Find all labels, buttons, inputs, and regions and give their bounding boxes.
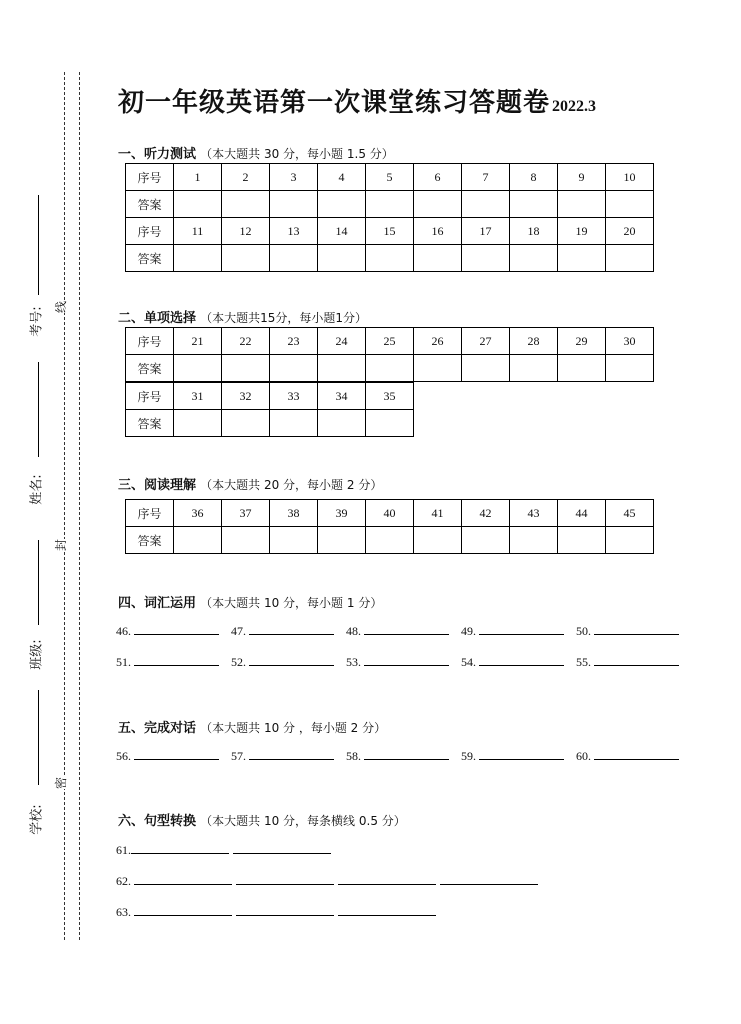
answer-line[interactable] xyxy=(236,905,334,916)
item-number: 52. xyxy=(231,655,246,669)
question-number: 12 xyxy=(222,218,270,245)
answer-line[interactable] xyxy=(233,843,331,854)
answer-cell[interactable] xyxy=(174,355,222,382)
answer-cell[interactable] xyxy=(174,245,222,272)
answer-cell[interactable] xyxy=(414,527,462,554)
item-number: 56. xyxy=(116,749,131,763)
answer-line[interactable] xyxy=(338,905,436,916)
question-number: 18 xyxy=(510,218,558,245)
table-row xyxy=(126,191,654,218)
question-number: 28 xyxy=(510,328,558,355)
title-year: 2022.3 xyxy=(552,98,597,115)
answer-cell[interactable] xyxy=(606,191,654,218)
question-number: 16 xyxy=(414,218,462,245)
exam-number-line xyxy=(38,195,39,295)
question-number: 2 xyxy=(222,164,270,191)
transform-row-61 xyxy=(116,843,335,858)
question-number: 21 xyxy=(174,328,222,355)
vocab-row-1 xyxy=(116,624,691,639)
class-line xyxy=(38,540,39,625)
school-line xyxy=(38,690,39,785)
answer-label: 答案 xyxy=(126,245,174,272)
answer-cell[interactable] xyxy=(318,527,366,554)
question-number: 24 xyxy=(318,328,366,355)
question-number: 17 xyxy=(462,218,510,245)
number-label: 序号 xyxy=(126,328,174,355)
answer-line[interactable] xyxy=(236,874,334,885)
answer-line[interactable] xyxy=(131,843,229,854)
section-choice-heading xyxy=(118,307,367,326)
fill-blank[interactable] xyxy=(461,655,576,670)
table-row xyxy=(126,245,654,272)
fill-blank[interactable] xyxy=(116,655,231,670)
section-transform-heading xyxy=(118,810,406,829)
answer-cell[interactable] xyxy=(414,355,462,382)
answer-cell[interactable] xyxy=(318,191,366,218)
fill-blank[interactable] xyxy=(231,655,346,670)
school-label: 学校: xyxy=(29,804,45,835)
answer-cell[interactable] xyxy=(222,245,270,272)
section-name: 一、听力测试 xyxy=(118,147,197,162)
answer-line[interactable] xyxy=(249,655,334,666)
answer-cell[interactable] xyxy=(510,355,558,382)
answer-line[interactable] xyxy=(364,655,449,666)
dialog-row xyxy=(116,749,691,764)
item-number: 57. xyxy=(231,749,246,763)
section-name: 三、阅读理解 xyxy=(118,478,197,493)
answer-cell[interactable] xyxy=(270,527,318,554)
question-number: 9 xyxy=(558,164,606,191)
item-number: 49. xyxy=(461,624,476,638)
question-number: 6 xyxy=(414,164,462,191)
section-note: （本大题共15分，每小题1分） xyxy=(200,311,368,325)
answer-line[interactable] xyxy=(134,874,232,885)
answer-line[interactable] xyxy=(440,874,538,885)
answer-cell[interactable] xyxy=(270,355,318,382)
table-row xyxy=(126,164,654,191)
section-dialog-heading xyxy=(118,717,386,736)
question-number: 34 xyxy=(318,383,366,410)
answer-label: 答案 xyxy=(126,355,174,382)
question-number: 23 xyxy=(270,328,318,355)
answer-cell[interactable] xyxy=(558,527,606,554)
section-note: （本大题共 10 分 ，每小题 2 分） xyxy=(200,721,387,735)
question-number: 45 xyxy=(606,500,654,527)
answer-cell[interactable] xyxy=(462,527,510,554)
question-number: 37 xyxy=(222,500,270,527)
fill-blank[interactable] xyxy=(231,749,346,764)
question-number: 4 xyxy=(318,164,366,191)
answer-cell[interactable] xyxy=(558,355,606,382)
answer-cell[interactable] xyxy=(462,191,510,218)
section-name: 六、句型转换 xyxy=(118,814,197,829)
class-label: 班级: xyxy=(29,639,45,670)
question-number: 13 xyxy=(270,218,318,245)
number-label: 序号 xyxy=(126,500,174,527)
answer-line[interactable] xyxy=(134,905,232,916)
seal-char-secret: 密 xyxy=(54,776,69,790)
answer-line[interactable] xyxy=(594,655,679,666)
section-note: （本大题共 10 分，每条横线 0.5 分） xyxy=(200,814,406,828)
answer-cell[interactable] xyxy=(510,527,558,554)
answer-cell[interactable] xyxy=(318,355,366,382)
question-number: 22 xyxy=(222,328,270,355)
table-row xyxy=(126,500,654,527)
answer-cell[interactable] xyxy=(270,245,318,272)
answer-cell[interactable] xyxy=(366,355,414,382)
question-number: 36 xyxy=(174,500,222,527)
answer-line[interactable] xyxy=(594,749,679,760)
title-text: 初一年级英语第一次课堂练习答题卷 xyxy=(118,88,551,118)
section-note: （本大题共 10 分，每小题 1 分） xyxy=(200,596,383,610)
question-number: 25 xyxy=(366,328,414,355)
question-number: 29 xyxy=(558,328,606,355)
question-number: 41 xyxy=(414,500,462,527)
answer-cell[interactable] xyxy=(366,410,414,437)
answer-line[interactable] xyxy=(479,624,564,635)
binding-dashed-line-outer xyxy=(64,72,65,940)
section-reading-heading xyxy=(118,474,382,493)
binding-dashed-line-inner xyxy=(79,72,80,940)
answer-cell[interactable] xyxy=(222,527,270,554)
question-number: 30 xyxy=(606,328,654,355)
answer-line[interactable] xyxy=(134,655,219,666)
answer-line[interactable] xyxy=(134,749,219,760)
answer-cell[interactable] xyxy=(462,245,510,272)
answer-cell[interactable] xyxy=(606,245,654,272)
item-number: 62. xyxy=(116,874,131,888)
seal-char-line: 线 xyxy=(54,300,69,314)
answer-cell[interactable] xyxy=(174,527,222,554)
transform-row-63 xyxy=(116,905,440,920)
item-number: 50. xyxy=(576,624,591,638)
question-number: 38 xyxy=(270,500,318,527)
question-number: 11 xyxy=(174,218,222,245)
answer-label: 答案 xyxy=(126,191,174,218)
question-number: 27 xyxy=(462,328,510,355)
question-number: 40 xyxy=(366,500,414,527)
section-note: （本大题共 30 分，每小题 1.5 分） xyxy=(200,147,394,161)
choice-answer-table-2 xyxy=(125,382,414,437)
answer-cell[interactable] xyxy=(222,355,270,382)
answer-cell[interactable] xyxy=(462,355,510,382)
question-number: 15 xyxy=(366,218,414,245)
section-vocab-heading xyxy=(118,592,382,611)
fill-blank[interactable] xyxy=(346,655,461,670)
item-number: 55. xyxy=(576,655,591,669)
question-number: 26 xyxy=(414,328,462,355)
answer-cell[interactable] xyxy=(414,245,462,272)
fill-blank[interactable] xyxy=(576,749,691,764)
answer-line[interactable] xyxy=(479,749,564,760)
answer-line[interactable] xyxy=(249,749,334,760)
answer-cell[interactable] xyxy=(270,191,318,218)
vocab-row-2 xyxy=(116,655,691,670)
item-number: 60. xyxy=(576,749,591,763)
answer-line[interactable] xyxy=(364,749,449,760)
item-number: 61. xyxy=(116,843,131,857)
answer-line[interactable] xyxy=(134,624,219,635)
answer-cell[interactable] xyxy=(174,191,222,218)
answer-cell[interactable] xyxy=(606,355,654,382)
question-number: 7 xyxy=(462,164,510,191)
item-number: 47. xyxy=(231,624,246,638)
answer-cell[interactable] xyxy=(366,527,414,554)
answer-cell[interactable] xyxy=(318,245,366,272)
item-number: 46. xyxy=(116,624,131,638)
table-row xyxy=(126,355,654,382)
page-title xyxy=(118,82,678,118)
question-number: 10 xyxy=(606,164,654,191)
answer-cell[interactable] xyxy=(414,191,462,218)
transform-row-62 xyxy=(116,874,542,889)
section-note: （本大题共 20 分，每小题 2 分） xyxy=(200,478,383,492)
answer-line[interactable] xyxy=(249,624,334,635)
question-number: 3 xyxy=(270,164,318,191)
question-number: 14 xyxy=(318,218,366,245)
name-line xyxy=(38,362,39,457)
item-number: 58. xyxy=(346,749,361,763)
answer-label: 答案 xyxy=(126,410,174,437)
section-name: 二、单项选择 xyxy=(118,311,197,326)
answer-cell[interactable] xyxy=(366,245,414,272)
fill-blank[interactable] xyxy=(116,749,231,764)
question-number: 42 xyxy=(462,500,510,527)
answer-cell[interactable] xyxy=(270,410,318,437)
answer-cell[interactable] xyxy=(222,191,270,218)
answer-cell[interactable] xyxy=(366,191,414,218)
number-label: 序号 xyxy=(126,218,174,245)
reading-answer-table xyxy=(125,499,654,554)
answer-line[interactable] xyxy=(364,624,449,635)
question-number: 5 xyxy=(366,164,414,191)
answer-cell[interactable] xyxy=(318,410,366,437)
answer-cell[interactable] xyxy=(510,245,558,272)
item-number: 53. xyxy=(346,655,361,669)
table-row xyxy=(126,527,654,554)
question-number: 35 xyxy=(366,383,414,410)
answer-label: 答案 xyxy=(126,527,174,554)
answer-cell[interactable] xyxy=(510,191,558,218)
name-label: 姓名: xyxy=(29,474,45,505)
section-name: 五、完成对话 xyxy=(118,721,197,736)
answer-cell[interactable] xyxy=(558,191,606,218)
section-listening-heading xyxy=(118,143,394,162)
question-number: 32 xyxy=(222,383,270,410)
question-number: 39 xyxy=(318,500,366,527)
exam-number-label: 考号: xyxy=(29,306,45,337)
item-number: 63. xyxy=(116,905,131,919)
fill-blank[interactable] xyxy=(461,749,576,764)
question-number: 31 xyxy=(174,383,222,410)
seal-char-seal: 封 xyxy=(54,538,69,552)
item-number: 48. xyxy=(346,624,361,638)
answer-cell[interactable] xyxy=(222,410,270,437)
item-number: 51. xyxy=(116,655,131,669)
question-number: 43 xyxy=(510,500,558,527)
question-number: 33 xyxy=(270,383,318,410)
question-number: 19 xyxy=(558,218,606,245)
answer-cell[interactable] xyxy=(606,527,654,554)
fill-blank[interactable] xyxy=(346,624,461,639)
question-number: 1 xyxy=(174,164,222,191)
choice-answer-table xyxy=(125,327,654,382)
number-label: 序号 xyxy=(126,383,174,410)
number-label: 序号 xyxy=(126,164,174,191)
table-row xyxy=(126,383,414,410)
answer-line[interactable] xyxy=(338,874,436,885)
question-number: 8 xyxy=(510,164,558,191)
table-row xyxy=(126,218,654,245)
answer-cell[interactable] xyxy=(558,245,606,272)
answer-line[interactable] xyxy=(479,655,564,666)
fill-blank[interactable] xyxy=(231,624,346,639)
answer-line[interactable] xyxy=(594,624,679,635)
fill-blank[interactable] xyxy=(116,624,231,639)
table-row xyxy=(126,328,654,355)
fill-blank[interactable] xyxy=(346,749,461,764)
table-row xyxy=(126,410,414,437)
fill-blank[interactable] xyxy=(461,624,576,639)
item-number: 59. xyxy=(461,749,476,763)
section-name: 四、词汇运用 xyxy=(118,596,197,611)
fill-blank[interactable] xyxy=(576,624,691,639)
item-number: 54. xyxy=(461,655,476,669)
fill-blank[interactable] xyxy=(576,655,691,670)
listening-answer-table xyxy=(125,163,654,272)
question-number: 44 xyxy=(558,500,606,527)
answer-cell[interactable] xyxy=(174,410,222,437)
question-number: 20 xyxy=(606,218,654,245)
